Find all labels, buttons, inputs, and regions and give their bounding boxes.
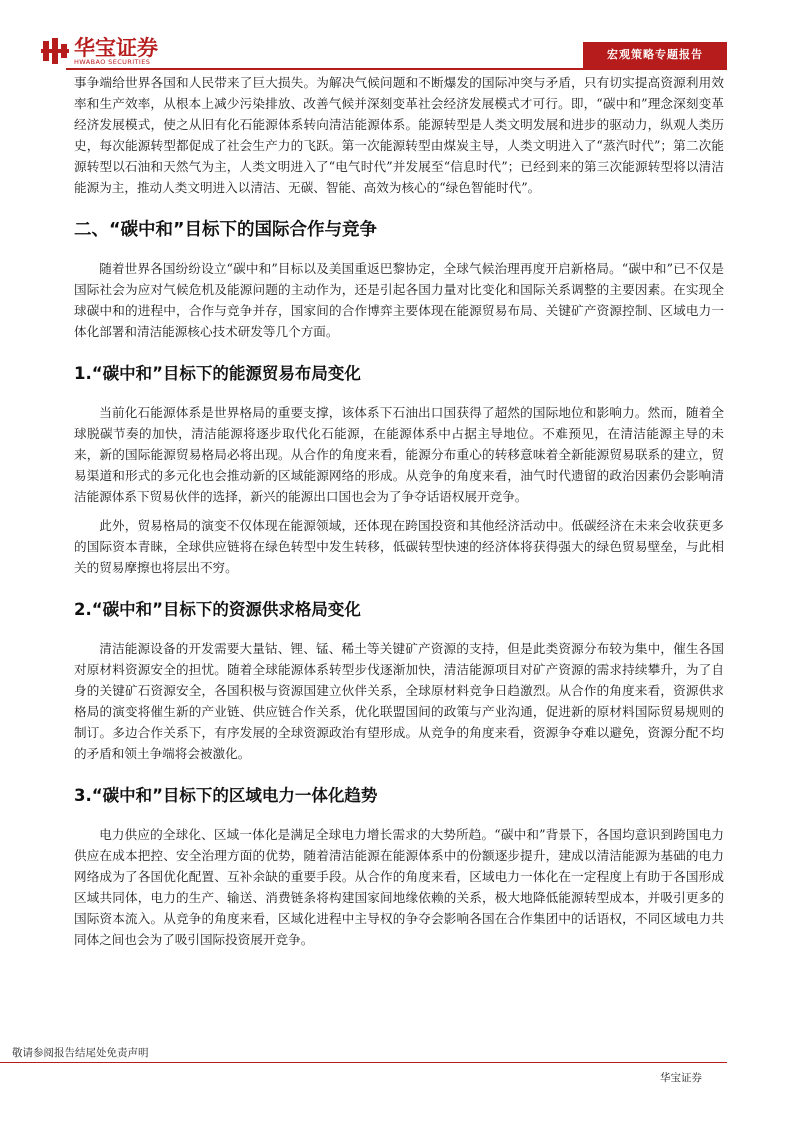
hwabao-logo-icon: [40, 36, 70, 66]
footer-brand: 华宝证券: [660, 1072, 702, 1084]
footer-disclaimer: 敬请参阅报告结尾处免责声明: [12, 1047, 149, 1059]
subsection-1-paragraph-1: 当前化石能源体系是世界格局的重要支撑，该体系下石油出口国获得了超然的国际地位和影响力。然而，随着全球脱碳节奏的加快，清洁能源将逐步取代化石能源，在能源体系中占据主导地位。不难预见，在清洁能源主导的未来，新的国际能源贸易格局必将出现。从合作的角度来看，能源分布重心的转移意味着全新能源贸易联系的建立，贸易渠道和形式的多元化也会推动新的区域能源网络的形成。从竞争的角度来看，油气时代遗留的政治因素仍会影响清洁能源体系下贸易伙伴的选择，新兴的能源出口国也会为了争夺话语权展开竞争。: [74, 405, 724, 504]
company-logo: [40, 36, 190, 70]
intro-paragraph: 事争端给世界各国和人民带来了巨大损失。为解决气候问题和不断爆发的国际冲突与矛盾，只有切实提高资源利用效率和生产效率，从根本上减少污染排放、改善气候并深刻变革社会经济发展模式才可行。即，“碳中和”理念深刻变革经济发展模式，使之从旧有化石能源体系转向清洁能源体系。能源转型是人类文明发展和进步的驱动力，纵观人类历史，每次能源转型都促成了社会生产力的飞跃。第一次能源转型由煤炭主导，人类文明进入了“蒸汽时代”；第二次能源转型以石油和天然气为主，人类文明进入了“电气时代”并发展至“信息时代”；已经到来的第三次能源转型将以清洁能源为主，推动人类文明进入以清洁、无碳、智能、高效为核心的“绿色智能时代”。: [74, 75, 724, 195]
footer-divider: [0, 1062, 727, 1063]
logo-english-name: HWABAO SECURITIES: [74, 58, 151, 66]
subsection-1-paragraph-2: 此外，贸易格局的演变不仅体现在能源领域，还体现在跨国投资和其他经济活动中。低碳经济在未来会收获更多的国际资本青睐，全球供应链将在绿色转型中发生转移，低碳转型快速的经济体将获得强大的绿色贸易壁垒，与此相关的贸易摩擦也将层出不穷。: [74, 518, 724, 575]
section-heading: 二、“碳中和”目标下的国际合作与竞争: [74, 220, 378, 240]
header-divider: [66, 68, 727, 70]
report-type-badge: 宏观策略专题报告: [583, 42, 727, 68]
page-header: [0, 0, 793, 70]
logo-chinese-name: 华宝证券: [74, 36, 158, 60]
section-paragraph: 随着世界各国纷纷设立“碳中和”目标以及美国重返巴黎协定，全球气候治理再度开启新格局。“碳中和”已不仅是国际社会为应对气候危机及能源问题的主动作为，还是引起各国力量对比变化和国际关系调整的主要因素。在实现全球碳中和的进程中，合作与竞争并存，国家间的合作博弈主要体现在能源贸易布局、关键矿产资源控制、区域电力一体化部署和清洁能源核心技术研发等几个方面。: [74, 261, 724, 339]
subsection-3-paragraph: 电力供应的全球化、区域一体化是满足全球电力增长需求的大势所趋。“碳中和”背景下，各国均意识到跨国电力供应在成本把控、安全治理方面的优势，随着清洁能源在能源体系中的份额逐步提升，建成以清洁能源为基础的电力网络成为了各国优化配置、互补余缺的重要手段。从合作的角度来看，区域电力一体化在一定程度上有助于各国形成区域共同体，电力的生产、输送、消费链条将构建国家间地缘依赖的关系，极大地降低能源转型成本，并吸引更多的国际资本流入。从竞争的角度来看，区域化进程中主导权的争夺会影响各国在合作集团中的话语权，不同区域电力共同体之间也会为了吸引国际投资展开竞争。: [74, 827, 724, 947]
subsection-heading-3: 3.“碳中和”目标下的区域电力一体化趋势: [74, 786, 378, 805]
subsection-2-paragraph: 清洁能源设备的开发需要大量钴、锂、锰、稀土等关键矿产资源的支持，但是此类资源分布较为集中，催生各国对原材料资源安全的担忧。随着全球能源体系转型步伐逐渐加快，清洁能源项目对矿产资源的需求持续攀升，为了自身的关键矿石资源安全，各国积极与资源国建立伙伴关系，全球原材料竞争日趋激烈。从合作的角度来看，资源供求格局的演变将催生新的产业链、供应链合作关系，优化联盟国间的政策与产业沟通，促进新的原材料国际贸易规则的制订。多边合作关系下，有序发展的全球资源政治有望形成。从竞争的角度来看，资源争夺难以避免，资源分配不均的矛盾和领土争端将会被激化。: [74, 641, 724, 761]
subsection-heading-1: 1.“碳中和”目标下的能源贸易布局变化: [74, 364, 361, 383]
subsection-heading-2: 2.“碳中和”目标下的资源供求格局变化: [74, 600, 361, 619]
document-body: [74, 72, 724, 950]
